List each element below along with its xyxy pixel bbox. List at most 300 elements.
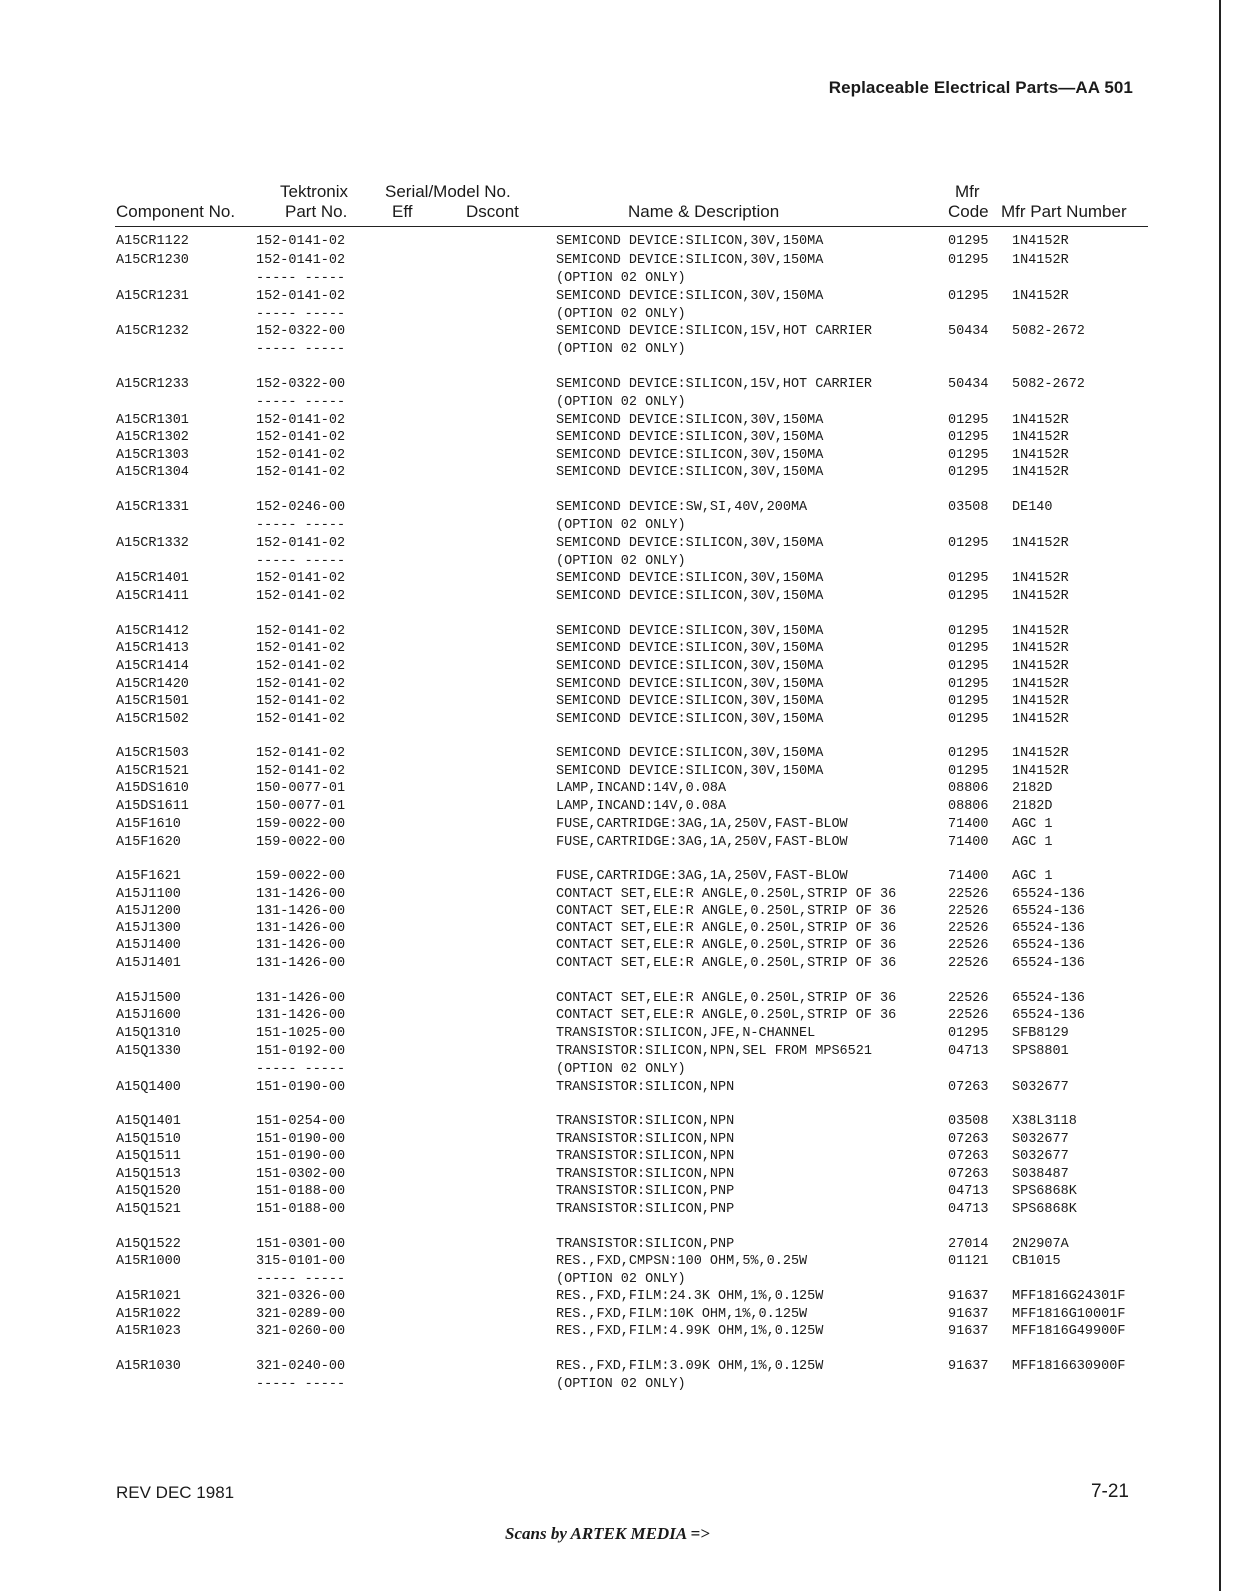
mfr-code: 01295	[948, 641, 989, 656]
mfr-part-number: DE140	[1012, 500, 1053, 515]
mfr-code: 22526	[948, 887, 989, 902]
table-row	[0, 937, 1236, 955]
tektronix-part-number: 151-0190-00	[256, 1132, 346, 1147]
mfr-part-number: SFB8129	[1012, 1026, 1069, 1041]
component-number: A15Q1400	[116, 1080, 181, 1095]
table-row	[0, 1113, 1236, 1131]
component-number: A15CR1231	[116, 289, 189, 304]
mfr-part-number: 65524-136	[1012, 938, 1085, 953]
tektronix-part-number: 152-0141-02	[256, 659, 346, 674]
mfr-code: 01295	[948, 465, 989, 480]
tektronix-part-number: 152-0246-00	[256, 500, 346, 515]
dash-placeholder: ----- -----	[256, 271, 346, 286]
table-row	[0, 1306, 1236, 1324]
mfr-part-number: 1N4152R	[1012, 413, 1069, 428]
dash-placeholder: ----- -----	[256, 342, 346, 357]
part-description: CONTACT SET,ELE:R ANGLE,0.250L,STRIP OF 36	[556, 1008, 897, 1023]
mfr-code: 91637	[948, 1359, 989, 1374]
tektronix-part-number: 131-1426-00	[256, 991, 346, 1006]
table-row	[0, 1043, 1236, 1061]
table-row	[0, 1007, 1236, 1025]
mfr-part-number: AGC 1	[1012, 817, 1053, 832]
tektronix-part-number: 150-0077-01	[256, 781, 346, 796]
col-header-serial: Serial/Model No.	[385, 182, 511, 201]
component-number: A15Q1511	[116, 1149, 181, 1164]
table-row	[0, 676, 1236, 694]
option-note-row	[0, 1376, 1236, 1394]
mfr-code: 50434	[948, 324, 989, 339]
table-row	[0, 1131, 1236, 1149]
mfr-part-number: MFF1816630900F	[1012, 1359, 1126, 1374]
part-description: RES.,FXD,FILM:4.99K OHM,1%,0.125W	[556, 1324, 824, 1339]
part-description: CONTACT SET,ELE:R ANGLE,0.250L,STRIP OF 36	[556, 938, 897, 953]
tektronix-part-number: 150-0077-01	[256, 799, 346, 814]
component-number: A15Q1401	[116, 1114, 181, 1129]
part-description: RES.,FXD,FILM:3.09K OHM,1%,0.125W	[556, 1359, 824, 1374]
mfr-part-number: 2182D	[1012, 799, 1053, 814]
mfr-code: 01295	[948, 694, 989, 709]
part-description: SEMICOND DEVICE:SILICON,30V,150MA	[556, 641, 824, 656]
mfr-part-number: SPS6868K	[1012, 1184, 1077, 1199]
mfr-code: 01295	[948, 430, 989, 445]
part-description: FUSE,CARTRIDGE:3AG,1A,250V,FAST-BLOW	[556, 817, 848, 832]
component-number: A15Q1510	[116, 1132, 181, 1147]
mfr-part-number: 1N4152R	[1012, 712, 1069, 727]
tektronix-part-number: 152-0141-02	[256, 589, 346, 604]
table-row	[0, 570, 1236, 588]
option-note: (OPTION 02 ONLY)	[556, 554, 686, 569]
mfr-part-number: AGC 1	[1012, 869, 1053, 884]
table-row	[0, 693, 1236, 711]
component-number: A15CR1301	[116, 413, 189, 428]
table-row	[0, 868, 1236, 886]
tektronix-part-number: 131-1426-00	[256, 956, 346, 971]
part-description: TRANSISTOR:SILICON,NPN,SEL FROM MPS6521	[556, 1044, 872, 1059]
component-number: A15CR1501	[116, 694, 189, 709]
table-row	[0, 990, 1236, 1008]
part-description: SEMICOND DEVICE:SILICON,30V,150MA	[556, 694, 824, 709]
option-note-row	[0, 394, 1236, 412]
option-note-row	[0, 1271, 1236, 1289]
table-row	[0, 1253, 1236, 1271]
mfr-code: 01295	[948, 413, 989, 428]
tektronix-part-number: 159-0022-00	[256, 835, 346, 850]
tektronix-part-number: 151-0192-00	[256, 1044, 346, 1059]
table-row	[0, 955, 1236, 973]
part-description: TRANSISTOR:SILICON,PNP	[556, 1184, 735, 1199]
option-note: (OPTION 02 ONLY)	[556, 271, 686, 286]
component-number: A15CR1232	[116, 324, 189, 339]
mfr-code: 01295	[948, 746, 989, 761]
tektronix-part-number: 151-0254-00	[256, 1114, 346, 1129]
mfr-code: 50434	[948, 377, 989, 392]
page-header-title: Replaceable Electrical Parts—AA 501	[828, 78, 1133, 97]
tektronix-part-number: 131-1426-00	[256, 887, 346, 902]
table-row	[0, 535, 1236, 553]
part-description: CONTACT SET,ELE:R ANGLE,0.250L,STRIP OF 36	[556, 904, 897, 919]
mfr-code: 01295	[948, 712, 989, 727]
mfr-part-number: 1N4152R	[1012, 289, 1069, 304]
mfr-part-number: 1N4152R	[1012, 253, 1069, 268]
table-row	[0, 711, 1236, 729]
table-row	[0, 1288, 1236, 1306]
table-row	[0, 447, 1236, 465]
component-number: A15J1100	[116, 887, 181, 902]
option-note: (OPTION 02 ONLY)	[556, 518, 686, 533]
tektronix-part-number: 152-0141-02	[256, 465, 346, 480]
component-number: A15CR1331	[116, 500, 189, 515]
table-row	[0, 658, 1236, 676]
mfr-code: 22526	[948, 1008, 989, 1023]
mfr-part-number: 65524-136	[1012, 1008, 1085, 1023]
table-row	[0, 834, 1236, 852]
part-description: TRANSISTOR:SILICON,PNP	[556, 1202, 735, 1217]
part-description: SEMICOND DEVICE:SILICON,30V,150MA	[556, 430, 824, 445]
mfr-code: 03508	[948, 500, 989, 515]
table-row	[0, 499, 1236, 517]
part-description: SEMICOND DEVICE:SILICON,30V,150MA	[556, 448, 824, 463]
table-row	[0, 886, 1236, 904]
table-row	[0, 252, 1236, 270]
mfr-part-number: 1N4152R	[1012, 694, 1069, 709]
scan-credit: Scans by ARTEK MEDIA =>	[505, 1524, 710, 1543]
tektronix-part-number: 152-0322-00	[256, 377, 346, 392]
col-header-mfr-code: Code	[948, 202, 989, 221]
dash-placeholder: ----- -----	[256, 518, 346, 533]
mfr-part-number: 1N4152R	[1012, 536, 1069, 551]
mfr-part-number: 1N4152R	[1012, 430, 1069, 445]
part-description: SEMICOND DEVICE:SW,SI,40V,200MA	[556, 500, 808, 515]
mfr-code: 01295	[948, 536, 989, 551]
table-row	[0, 798, 1236, 816]
table-row	[0, 1358, 1236, 1376]
part-description: SEMICOND DEVICE:SILICON,30V,150MA	[556, 465, 824, 480]
mfr-part-number: 2N2907A	[1012, 1237, 1069, 1252]
component-number: A15CR1502	[116, 712, 189, 727]
component-number: A15DS1610	[116, 781, 189, 796]
mfr-part-number: X38L3118	[1012, 1114, 1077, 1129]
tektronix-part-number: 152-0141-02	[256, 413, 346, 428]
component-number: A15R1023	[116, 1324, 181, 1339]
mfr-code: 01295	[948, 677, 989, 692]
mfr-code: 71400	[948, 817, 989, 832]
mfr-code: 01295	[948, 448, 989, 463]
tektronix-part-number: 152-0141-02	[256, 253, 346, 268]
option-note-row	[0, 553, 1236, 571]
option-note: (OPTION 02 ONLY)	[556, 307, 686, 322]
mfr-code: 04713	[948, 1184, 989, 1199]
component-number: A15Q1520	[116, 1184, 181, 1199]
option-note-row	[0, 270, 1236, 288]
mfr-code: 01295	[948, 1026, 989, 1041]
tektronix-part-number: 131-1426-00	[256, 938, 346, 953]
page-number: 7-21	[1090, 1481, 1129, 1502]
mfr-part-number: 1N4152R	[1012, 465, 1069, 480]
part-description: SEMICOND DEVICE:SILICON,30V,150MA	[556, 624, 824, 639]
part-description: FUSE,CARTRIDGE:3AG,1A,250V,FAST-BLOW	[556, 869, 848, 884]
dash-placeholder: ----- -----	[256, 1377, 346, 1392]
component-number: A15CR1304	[116, 465, 189, 480]
table-row	[0, 920, 1236, 938]
mfr-part-number: 1N4152R	[1012, 571, 1069, 586]
dash-placeholder: ----- -----	[256, 1272, 346, 1287]
mfr-part-number: 5082-2672	[1012, 377, 1085, 392]
col-header-mfr-top: Mfr	[955, 182, 980, 201]
table-row	[0, 464, 1236, 482]
mfr-part-number: 65524-136	[1012, 921, 1085, 936]
part-description: CONTACT SET,ELE:R ANGLE,0.250L,STRIP OF 36	[556, 887, 897, 902]
table-row	[0, 288, 1236, 306]
part-description: SEMICOND DEVICE:SILICON,30V,150MA	[556, 659, 824, 674]
col-header-component: Component No.	[116, 202, 236, 221]
col-header-mfr-part: Mfr Part Number	[1001, 202, 1127, 221]
table-row	[0, 1079, 1236, 1097]
mfr-part-number: 5082-2672	[1012, 324, 1085, 339]
component-number: A15CR1122	[116, 234, 189, 249]
mfr-code: 07263	[948, 1149, 989, 1164]
component-number: A15CR1233	[116, 377, 189, 392]
option-note: (OPTION 02 ONLY)	[556, 342, 686, 357]
dash-placeholder: ----- -----	[256, 395, 346, 410]
component-number: A15J1600	[116, 1008, 181, 1023]
mfr-part-number: S038487	[1012, 1167, 1069, 1182]
component-number: A15Q1513	[116, 1167, 181, 1182]
tektronix-part-number: 152-0322-00	[256, 324, 346, 339]
component-number: A15F1620	[116, 835, 181, 850]
mfr-part-number: CB1015	[1012, 1254, 1061, 1269]
component-number: A15CR1411	[116, 589, 189, 604]
component-number: A15Q1522	[116, 1237, 181, 1252]
tektronix-part-number: 152-0141-02	[256, 536, 346, 551]
option-note-row	[0, 1061, 1236, 1079]
mfr-code: 01295	[948, 659, 989, 674]
col-header-part-top: Tektronix	[280, 182, 349, 201]
mfr-code: 01121	[948, 1254, 989, 1269]
table-row	[0, 1323, 1236, 1341]
mfr-code: 22526	[948, 991, 989, 1006]
component-number: A15R1022	[116, 1307, 181, 1322]
table-row	[0, 376, 1236, 394]
part-description: SEMICOND DEVICE:SILICON,30V,150MA	[556, 289, 824, 304]
tektronix-part-number: 321-0240-00	[256, 1359, 346, 1374]
mfr-part-number: S032677	[1012, 1080, 1069, 1095]
part-description: TRANSISTOR:SILICON,NPN	[556, 1132, 735, 1147]
part-description: SEMICOND DEVICE:SILICON,15V,HOT CARRIER	[556, 377, 872, 392]
part-description: TRANSISTOR:SILICON,JFE,N-CHANNEL	[556, 1026, 816, 1041]
mfr-part-number: 1N4152R	[1012, 641, 1069, 656]
component-number: A15J1400	[116, 938, 181, 953]
mfr-part-number: AGC 1	[1012, 835, 1053, 850]
component-number: A15CR1332	[116, 536, 189, 551]
part-description: LAMP,INCAND:14V,0.08A	[556, 799, 727, 814]
mfr-part-number: 1N4152R	[1012, 746, 1069, 761]
mfr-code: 91637	[948, 1307, 989, 1322]
component-number: A15DS1611	[116, 799, 189, 814]
part-description: TRANSISTOR:SILICON,NPN	[556, 1167, 735, 1182]
mfr-code: 08806	[948, 799, 989, 814]
tektronix-part-number: 159-0022-00	[256, 817, 346, 832]
tektronix-part-number: 321-0260-00	[256, 1324, 346, 1339]
col-header-part-bottom: Part No.	[285, 202, 348, 221]
mfr-code: 01295	[948, 764, 989, 779]
part-description: SEMICOND DEVICE:SILICON,15V,HOT CARRIER	[556, 324, 872, 339]
option-note: (OPTION 02 ONLY)	[556, 1377, 686, 1392]
mfr-part-number: 1N4152R	[1012, 764, 1069, 779]
mfr-part-number: 1N4152R	[1012, 677, 1069, 692]
table-row	[0, 588, 1236, 606]
tektronix-part-number: 152-0141-02	[256, 430, 346, 445]
table-row	[0, 1236, 1236, 1254]
tektronix-part-number: 131-1426-00	[256, 1008, 346, 1023]
tektronix-part-number: 152-0141-02	[256, 712, 346, 727]
part-description: SEMICOND DEVICE:SILICON,30V,150MA	[556, 413, 824, 428]
mfr-part-number: MFF1816G24301F	[1012, 1289, 1126, 1304]
table-row	[0, 816, 1236, 834]
part-description: SEMICOND DEVICE:SILICON,30V,150MA	[556, 712, 824, 727]
table-row	[0, 1148, 1236, 1166]
table-row	[0, 780, 1236, 798]
mfr-part-number: 1N4152R	[1012, 448, 1069, 463]
tektronix-part-number: 321-0289-00	[256, 1307, 346, 1322]
tektronix-part-number: 152-0141-02	[256, 746, 346, 761]
mfr-part-number: SPS8801	[1012, 1044, 1069, 1059]
table-row	[0, 763, 1236, 781]
component-number: A15CR1503	[116, 746, 189, 761]
mfr-part-number: 1N4152R	[1012, 659, 1069, 674]
col-header-dscont: Dscont	[466, 202, 519, 221]
mfr-code: 03508	[948, 1114, 989, 1129]
mfr-part-number: MFF1816G10001F	[1012, 1307, 1126, 1322]
table-row	[0, 745, 1236, 763]
mfr-code: 01295	[948, 571, 989, 586]
mfr-part-number: 2182D	[1012, 781, 1053, 796]
part-description: SEMICOND DEVICE:SILICON,30V,150MA	[556, 571, 824, 586]
tektronix-part-number: 152-0141-02	[256, 624, 346, 639]
part-description: TRANSISTOR:SILICON,NPN	[556, 1149, 735, 1164]
mfr-code: 01295	[948, 289, 989, 304]
part-description: SEMICOND DEVICE:SILICON,30V,150MA	[556, 746, 824, 761]
table-row	[0, 903, 1236, 921]
mfr-code: 04713	[948, 1202, 989, 1217]
revision-date: REV DEC 1981	[116, 1483, 235, 1502]
mfr-code: 22526	[948, 904, 989, 919]
mfr-code: 07263	[948, 1132, 989, 1147]
mfr-part-number: 65524-136	[1012, 991, 1085, 1006]
component-number: A15CR1413	[116, 641, 189, 656]
tektronix-part-number: 151-0188-00	[256, 1184, 346, 1199]
dash-placeholder: ----- -----	[256, 1062, 346, 1077]
option-note: (OPTION 02 ONLY)	[556, 395, 686, 410]
part-description: TRANSISTOR:SILICON,NPN	[556, 1080, 735, 1095]
part-description: FUSE,CARTRIDGE:3AG,1A,250V,FAST-BLOW	[556, 835, 848, 850]
component-number: A15Q1521	[116, 1202, 181, 1217]
mfr-part-number: S032677	[1012, 1149, 1069, 1164]
option-note: (OPTION 02 ONLY)	[556, 1272, 686, 1287]
part-description: LAMP,INCAND:14V,0.08A	[556, 781, 727, 796]
component-number: A15R1030	[116, 1359, 181, 1374]
component-number: A15Q1310	[116, 1026, 181, 1041]
component-number: A15CR1414	[116, 659, 189, 674]
part-description: CONTACT SET,ELE:R ANGLE,0.250L,STRIP OF 36	[556, 956, 897, 971]
mfr-code: 07263	[948, 1167, 989, 1182]
option-note-row	[0, 306, 1236, 324]
part-description: RES.,FXD,FILM:24.3K OHM,1%,0.125W	[556, 1289, 824, 1304]
component-number: A15CR1420	[116, 677, 189, 692]
mfr-part-number: MFF1816G49900F	[1012, 1324, 1126, 1339]
mfr-code: 04713	[948, 1044, 989, 1059]
tektronix-part-number: 131-1426-00	[256, 921, 346, 936]
dash-placeholder: ----- -----	[256, 554, 346, 569]
tektronix-part-number: 152-0141-02	[256, 448, 346, 463]
option-note-row	[0, 517, 1236, 535]
mfr-code: 08806	[948, 781, 989, 796]
part-description: CONTACT SET,ELE:R ANGLE,0.250L,STRIP OF 36	[556, 991, 897, 1006]
tektronix-part-number: 152-0141-02	[256, 289, 346, 304]
mfr-code: 22526	[948, 938, 989, 953]
mfr-part-number: SPS6868K	[1012, 1202, 1077, 1217]
table-row	[0, 1183, 1236, 1201]
tektronix-part-number: 152-0141-02	[256, 641, 346, 656]
dash-placeholder: ----- -----	[256, 307, 346, 322]
tektronix-part-number: 151-0190-00	[256, 1149, 346, 1164]
component-number: A15R1021	[116, 1289, 181, 1304]
mfr-part-number: 1N4152R	[1012, 624, 1069, 639]
part-description: SEMICOND DEVICE:SILICON,30V,150MA	[556, 234, 824, 249]
tektronix-part-number: 131-1426-00	[256, 904, 346, 919]
tektronix-part-number: 152-0141-02	[256, 234, 346, 249]
table-row	[0, 623, 1236, 641]
component-number: A15J1500	[116, 991, 181, 1006]
tektronix-part-number: 152-0141-02	[256, 677, 346, 692]
col-header-name: Name & Description	[628, 202, 780, 221]
mfr-part-number: 1N4152R	[1012, 234, 1069, 249]
mfr-part-number: 65524-136	[1012, 904, 1085, 919]
part-description: SEMICOND DEVICE:SILICON,30V,150MA	[556, 589, 824, 604]
mfr-code: 07263	[948, 1080, 989, 1095]
mfr-code: 91637	[948, 1289, 989, 1304]
tektronix-part-number: 151-0302-00	[256, 1167, 346, 1182]
component-number: A15CR1302	[116, 430, 189, 445]
table-row	[0, 233, 1236, 251]
mfr-code: 71400	[948, 869, 989, 884]
option-note-row	[0, 341, 1236, 359]
table-row	[0, 1201, 1236, 1219]
component-number: A15CR1521	[116, 764, 189, 779]
mfr-code: 01295	[948, 234, 989, 249]
table-row	[0, 640, 1236, 658]
mfr-code: 22526	[948, 956, 989, 971]
part-description: SEMICOND DEVICE:SILICON,30V,150MA	[556, 536, 824, 551]
table-row	[0, 429, 1236, 447]
component-number: A15CR1401	[116, 571, 189, 586]
part-description: SEMICOND DEVICE:SILICON,30V,150MA	[556, 677, 824, 692]
part-description: TRANSISTOR:SILICON,PNP	[556, 1237, 735, 1252]
tektronix-part-number: 152-0141-02	[256, 694, 346, 709]
mfr-code: 01295	[948, 624, 989, 639]
tektronix-part-number: 151-0301-00	[256, 1237, 346, 1252]
mfr-part-number: 65524-136	[1012, 887, 1085, 902]
table-row	[0, 323, 1236, 341]
tektronix-part-number: 159-0022-00	[256, 869, 346, 884]
component-number: A15F1621	[116, 869, 181, 884]
tektronix-part-number: 315-0101-00	[256, 1254, 346, 1269]
component-number: A15F1610	[116, 817, 181, 832]
part-description: SEMICOND DEVICE:SILICON,30V,150MA	[556, 764, 824, 779]
component-number: A15R1000	[116, 1254, 181, 1269]
mfr-part-number: S032677	[1012, 1132, 1069, 1147]
component-number: A15Q1330	[116, 1044, 181, 1059]
table-row	[0, 1166, 1236, 1184]
